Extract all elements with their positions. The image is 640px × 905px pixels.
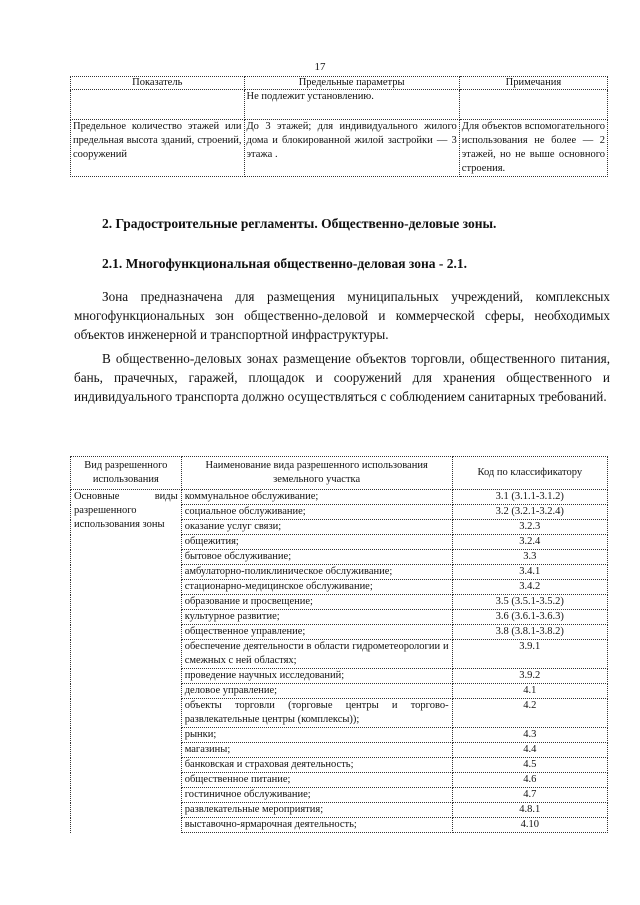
header-code: Код по классификатору: [452, 457, 607, 490]
use-code: 4.1: [452, 684, 607, 699]
header-use-name: Наименование вида разрешенного использования земельного участка: [181, 457, 452, 490]
indicator-cell: Предельное количество этажей или предельная высота зданий, строений, сооружений: [71, 120, 245, 177]
top-table-row: [71, 90, 608, 120]
page-number: 17: [314, 61, 326, 73]
params-cell: Не подлежит установлению.: [244, 90, 459, 120]
use-name: банковская и страховая деятельность;: [181, 758, 452, 773]
use-code: 3.9.2: [452, 669, 607, 684]
use-name: общественное питание;: [181, 773, 452, 788]
use-name: гостиничное обслуживание;: [181, 788, 452, 803]
top-header-params: Предельные параметры: [244, 77, 459, 90]
use-name: образование и просвещение;: [181, 595, 452, 610]
table-row: [71, 490, 608, 505]
notes-cell: [459, 90, 607, 120]
top-table-row: [71, 120, 608, 177]
paragraph-zone-purpose: Зона предназначена для размещения муниципальных учреждений, комплексных многофункциональных зон общественно-деловой и коммерческой сферы, необходимых объектов инженерной и транспортной инфраструктуры.: [74, 289, 610, 342]
use-code: 3.4.1: [452, 565, 607, 580]
use-code: 3.9.1: [452, 640, 607, 669]
use-name: выставочно-ярмарочная деятельность;: [181, 818, 452, 833]
use-code: 4.5: [452, 758, 607, 773]
group-label: Основные виды разрешенного использования зоны: [71, 490, 182, 833]
section-heading-2-1: 2.1. Многофункциональная общественно-деловая зона - 2.1.: [102, 256, 468, 271]
use-name: бытовое обслуживание;: [181, 550, 452, 565]
use-code: 3.5 (3.5.1-3.5.2): [452, 595, 607, 610]
use-code: 3.2 (3.2.1-3.2.4): [452, 505, 607, 520]
use-name: деловое управление;: [181, 684, 452, 699]
top-header-notes: Примечания: [459, 77, 607, 90]
use-name: общежития;: [181, 535, 452, 550]
use-code: 3.3: [452, 550, 607, 565]
use-code: 4.4: [452, 743, 607, 758]
use-name: социальное обслуживание;: [181, 505, 452, 520]
notes-cell: Для объектов вспомогательного использования не более — 2 этажей, но не выше основного строения.: [459, 120, 607, 177]
top-header-indicator: Показатель: [71, 77, 245, 90]
use-code: 3.6 (3.6.1-3.6.3): [452, 610, 607, 625]
permitted-use-table: [70, 456, 608, 833]
use-name: магазины;: [181, 743, 452, 758]
use-name: общественное управление;: [181, 625, 452, 640]
use-code: 4.8.1: [452, 803, 607, 818]
use-code: 4.2: [452, 699, 607, 728]
use-code: 4.6: [452, 773, 607, 788]
header-use-type: Вид разрешенного использования: [71, 457, 182, 490]
use-code: 3.1 (3.1.1-3.1.2): [452, 490, 607, 505]
use-name: развлекательные мероприятия;: [181, 803, 452, 818]
use-name: объекты торговли (торговые центры и торгово-развлекательные центры (комплексы));: [181, 699, 452, 728]
use-name: стационарно-медицинское обслуживание;: [181, 580, 452, 595]
use-code: 4.10: [452, 818, 607, 833]
top-table: [70, 76, 608, 177]
indicator-cell: [71, 90, 245, 120]
use-name: культурное развитие;: [181, 610, 452, 625]
params-cell: До 3 этажей; для индивидуального жилого дома и блокированной жилой застройки — 3 этажа .: [244, 120, 459, 177]
use-name: амбулаторно-поликлиническое обслуживание;: [181, 565, 452, 580]
use-name: проведение научных исследований;: [181, 669, 452, 684]
use-code: 3.2.4: [452, 535, 607, 550]
use-name: рынки;: [181, 728, 452, 743]
section-heading-2: 2. Градостроительные регламенты. Общественно-деловые зоны.: [102, 216, 497, 231]
use-code: 3.8 (3.8.1-3.8.2): [452, 625, 607, 640]
paragraph-requirements: В общественно-деловых зонах размещение объектов торговли, общественного питания, бань, прачечных, гаражей, площадок и сооружений для хранения общественного и индивидуального транспорта должно осуществляться с соблюдением санитарных требований.: [74, 351, 610, 404]
use-name: коммунальное обслуживание;: [181, 490, 452, 505]
use-name: оказание услуг связи;: [181, 520, 452, 535]
use-code: 3.4.2: [452, 580, 607, 595]
use-code: 3.2.3: [452, 520, 607, 535]
use-name: обеспечение деятельности в области гидрометеорологии и смежных с ней областях;: [181, 640, 452, 669]
use-code: 4.3: [452, 728, 607, 743]
use-code: 4.7: [452, 788, 607, 803]
